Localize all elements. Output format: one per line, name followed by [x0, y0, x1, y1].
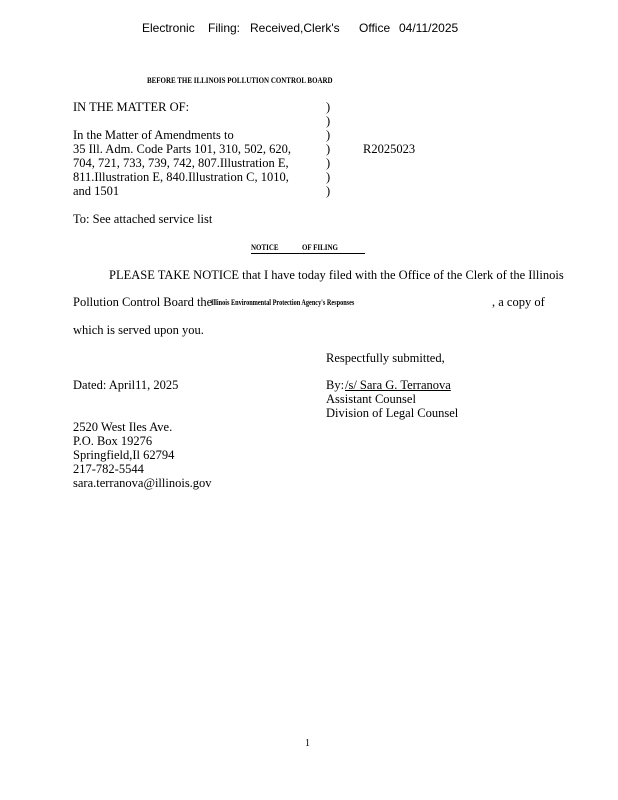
stamp-date: 04/11/2025 — [399, 21, 459, 35]
notice-title-word2: OF FILING — [302, 242, 338, 252]
caption-bracket: ) — [326, 156, 331, 170]
respectfully-submitted: Respectfully submitted, — [326, 351, 445, 365]
signer-title: Assistant Counsel — [326, 392, 416, 406]
phone-number: 217-782-5544 — [73, 462, 144, 476]
caption-bracket: ) — [326, 184, 331, 198]
stamp-received: Received,Clerk's — [250, 21, 340, 35]
page-number: 1 — [305, 738, 310, 749]
caption-bracket: ) — [326, 170, 331, 184]
caption-line: 704, 721, 733, 739, 742, 807.Illustration E, — [73, 156, 289, 170]
board-heading: BEFORE THE ILLINOIS POLLUTION CONTROL BOARD — [147, 75, 333, 85]
signature-name: /s/ Sara G. Terranova — [345, 378, 451, 392]
stamp-electronic: Electronic — [142, 21, 195, 35]
signer-division: Division of Legal Counsel — [326, 406, 459, 420]
notice-title-underline — [251, 253, 365, 254]
caption-line: In the Matter of Amendments to — [73, 128, 234, 142]
filed-document-title: Illinois Environmental Protection Agency's Responses — [211, 298, 355, 307]
body-line-2-end: , a copy of — [492, 295, 545, 309]
caption-bracket: ) — [326, 128, 331, 142]
address-line: Springfield,Il 62794 — [73, 448, 175, 462]
caption-bracket: ) — [326, 142, 331, 156]
address-line: P.O. Box 19276 — [73, 434, 153, 448]
dated-line: Dated: April11, 2025 — [73, 378, 179, 392]
docket-number: R2025023 — [363, 142, 416, 156]
caption-bracket: ) — [326, 114, 331, 128]
body-line-3: which is served upon you. — [73, 323, 204, 337]
caption-line: 811.Illustration E, 840.Illustration C, 1010, — [73, 170, 289, 184]
body-line-1: PLEASE TAKE NOTICE that I have today filed with the Office of the Clerk of the Illinois — [109, 268, 564, 282]
notice-title-word1: NOTICE — [251, 242, 279, 252]
caption-line: 35 Ill. Adm. Code Parts 101, 310, 502, 620, — [73, 142, 292, 156]
to-line: To: See attached service list — [73, 212, 213, 226]
caption-line: and 1501 — [73, 184, 120, 198]
email-address: sara.terranova@illinois.gov — [73, 476, 212, 490]
caption-bracket: ) — [326, 100, 331, 114]
by-label: By: — [326, 378, 345, 392]
stamp-office: Office — [359, 21, 391, 35]
body-line-2-start: Pollution Control Board the — [73, 295, 213, 309]
in-the-matter-heading: IN THE MATTER OF: — [73, 100, 190, 114]
stamp-filing: Filing: — [208, 21, 241, 35]
address-line: 2520 West Iles Ave. — [73, 420, 173, 434]
